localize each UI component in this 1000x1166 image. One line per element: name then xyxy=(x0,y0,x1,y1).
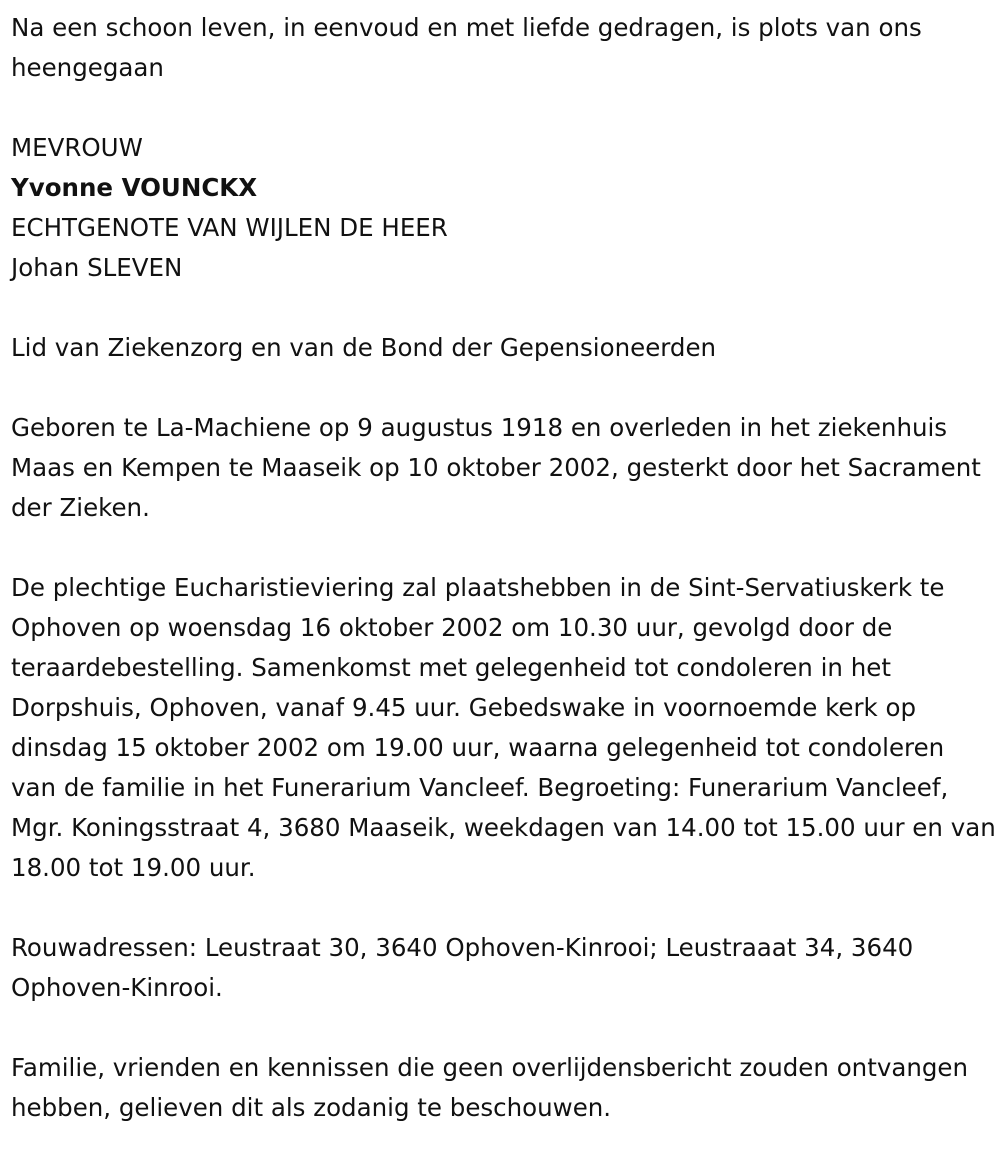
membership-text: Lid van Ziekenzorg en van de Bond der Gepensioneerden xyxy=(11,333,717,362)
relation-text: ECHTGENOTE VAN WIJLEN DE HEER xyxy=(11,213,448,242)
addresses-text: Rouwadressen: Leustraat 30, 3640 Ophoven-Kinrooi; Leustraaat 34, 3640 Ophoven-Kinrooi. xyxy=(11,933,914,1002)
closing-text: Familie, vrienden en kennissen die geen overlijdensbericht zouden ontvangen hebben, gelieven dit als zodanig te beschouwen. xyxy=(11,1053,969,1122)
deceased-name: Yvonne VOUNCKX xyxy=(11,173,258,202)
title-prefix: MEVROUW xyxy=(11,133,143,162)
birth-death-text: Geboren te La-Machiene op 9 augustus 1918 en overleden in het ziekenhuis Maas en Kempen te Maaseik op 10 oktober 2002, gesterkt door het Sacrament der Zieken. xyxy=(11,413,981,522)
spouse-name: Johan SLEVEN xyxy=(11,253,183,282)
obituary-notice xyxy=(11,8,996,1128)
intro-text: Na een schoon leven, in eenvoud en met liefde gedragen, is plots van ons heengegaan xyxy=(11,13,922,82)
ceremony-text: De plechtige Eucharistieviering zal plaatshebben in de Sint-Servatiuskerk te Ophoven op woensdag 16 oktober 2002 om 10.30 uur, gevolgd door de teraardebestelling. Samenkomst met gelegenheid tot condoleren in het Dorpshuis, Ophoven, vanaf 9.45 uur. Gebedswake in voornoemde kerk op dinsdag 15 oktober 2002 om 19.00 uur, waarna gelegenheid tot condoleren van de familie in het Funerarium Vancleef. Begroeting: Funerarium Vancleef, Mgr. Koningsstraat 4, 3680 Maaseik, weekdagen van 14.00 tot 15.00 uur en van 18.00 tot 19.00 uur. xyxy=(11,573,996,882)
